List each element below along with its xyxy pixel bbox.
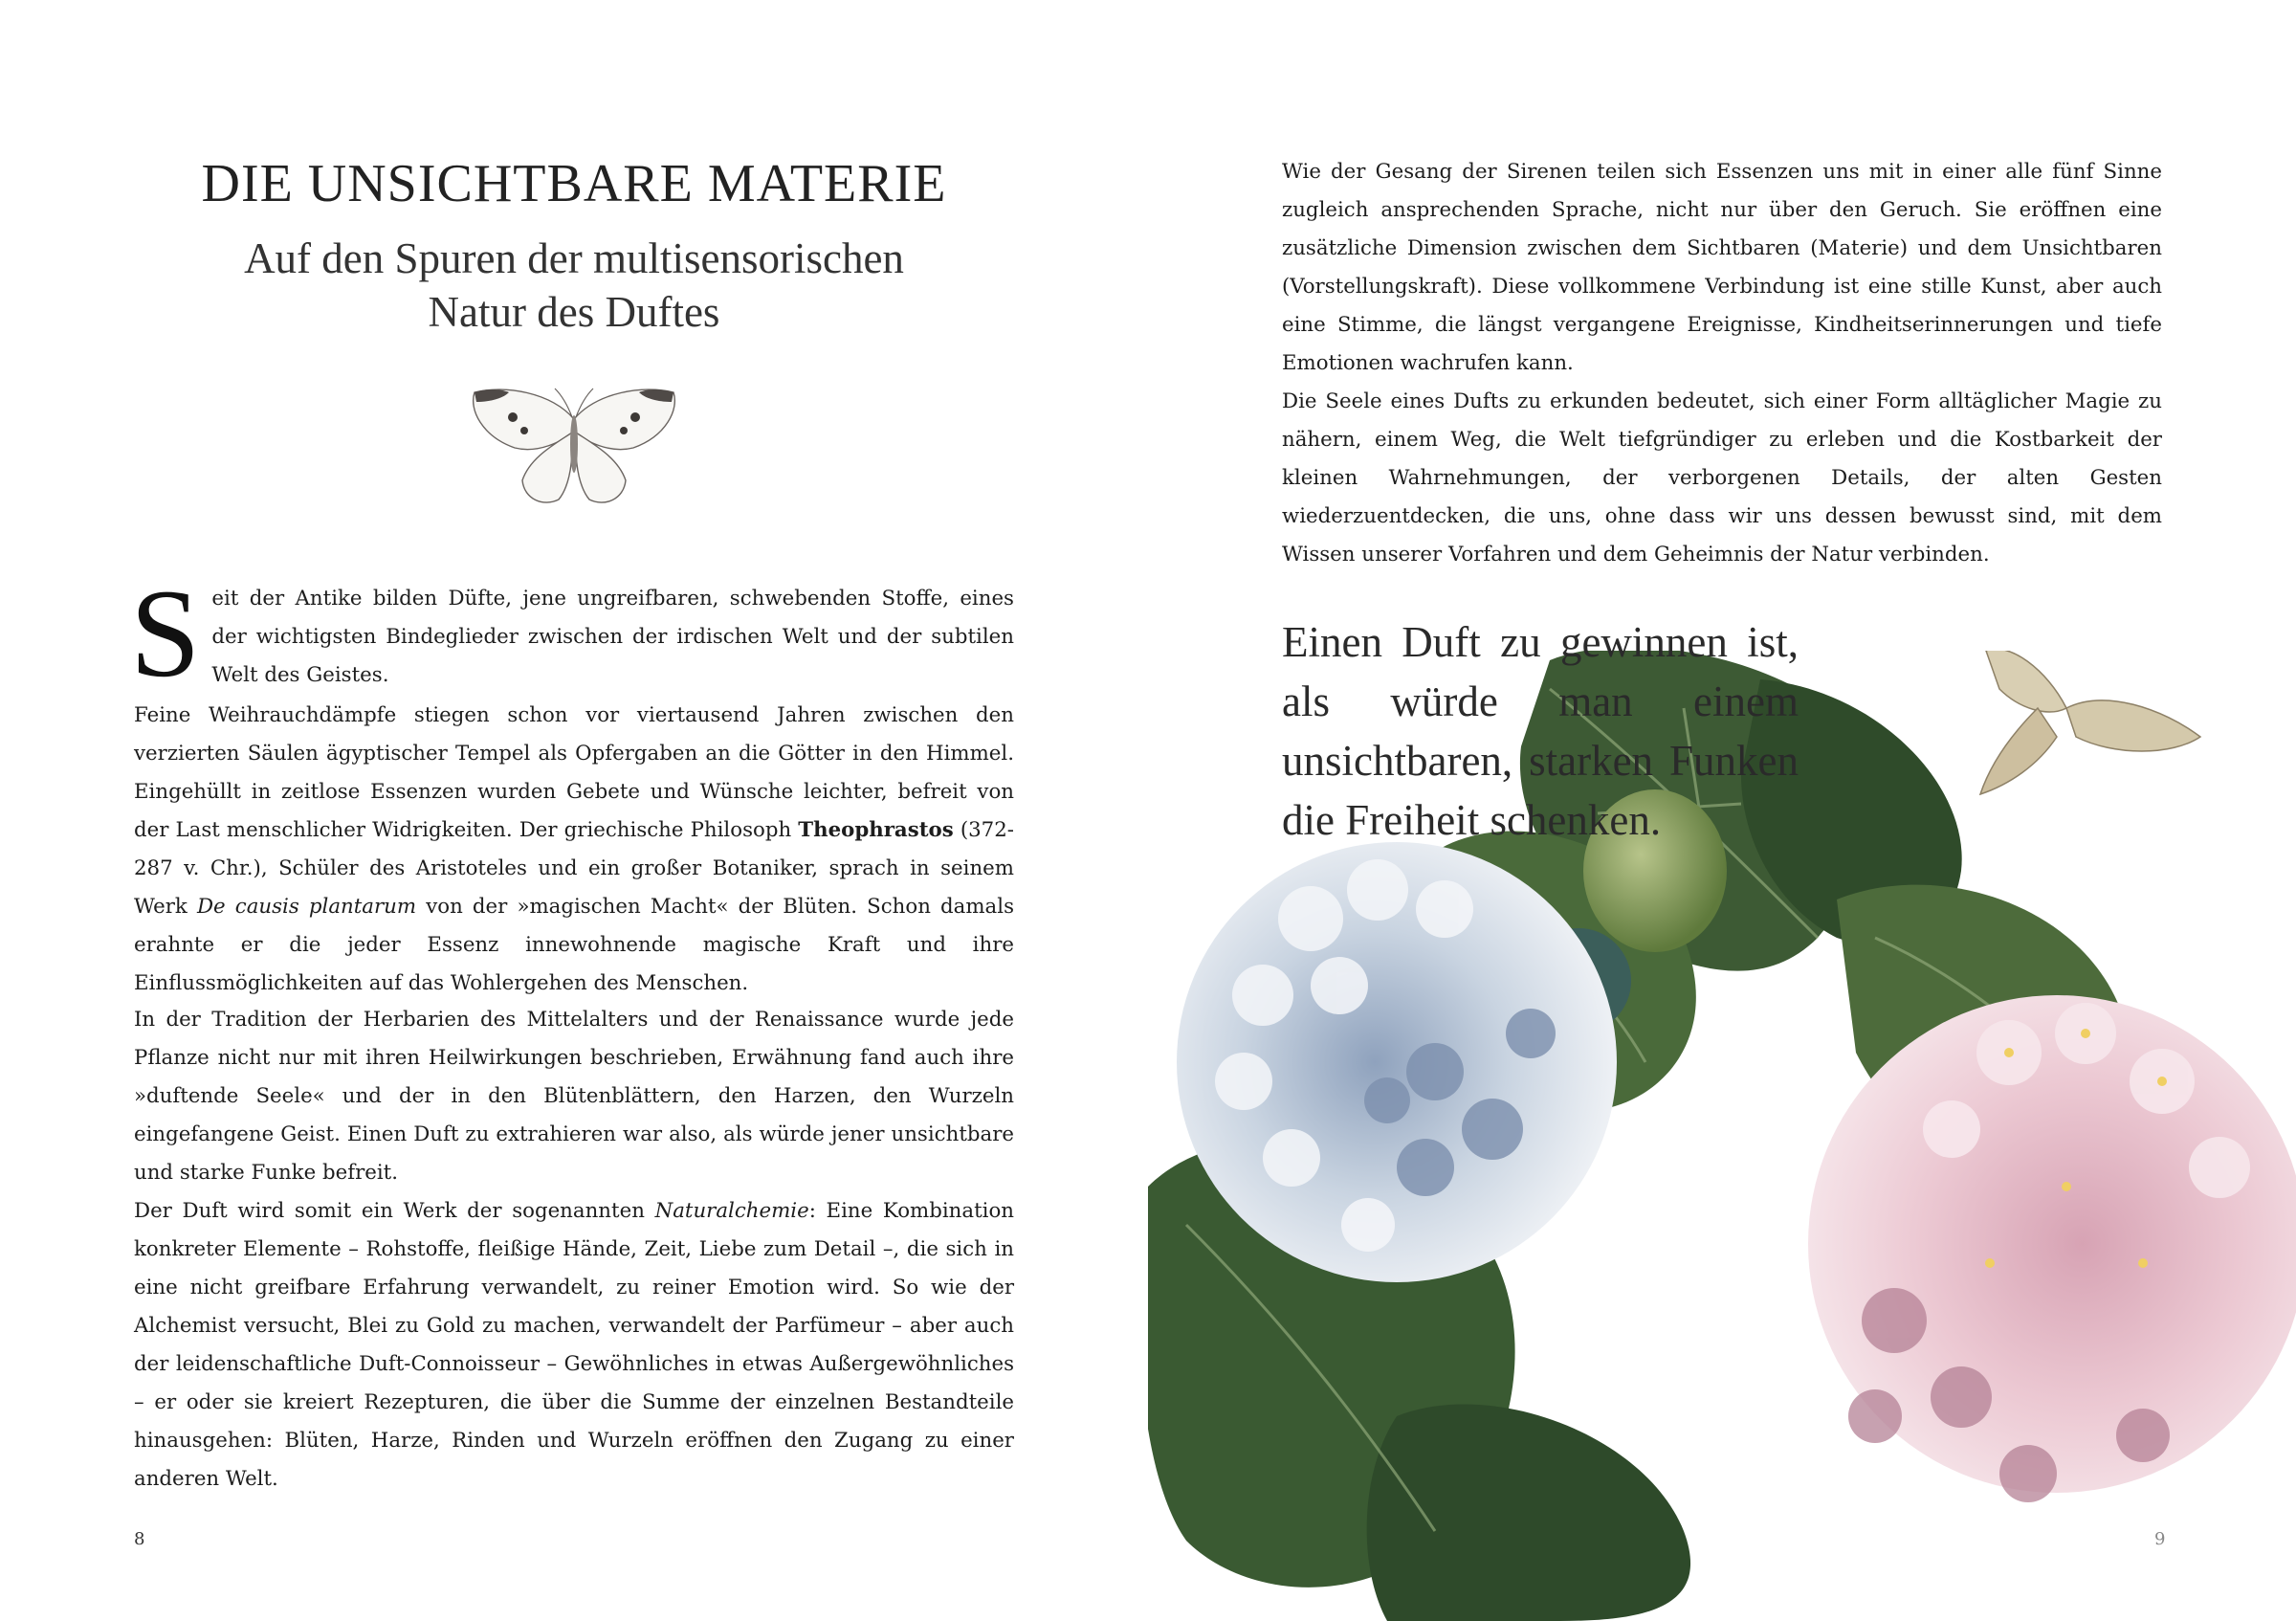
philosopher-name: Theophrastos (798, 818, 954, 842)
intro-text: eit der Antike bilden Düfte, jene ungreifbaren, schwebenden Stoffe, eines der wichtigsten Bindeglieder zwischen der irdischen Welt und der subtilen Welt des Geistes. (211, 587, 1014, 687)
paragraph-egypt-end: von der »magischen Macht« der Blüten. Schon damals erahnte er die jeder Essenz innewohnende magische Kraft und ihre Einflussmöglichkeiten auf das Wohlergehen des Menschen. (134, 895, 1014, 995)
paragraph-egypt (134, 697, 1014, 1003)
paragraph-alchemy (134, 1192, 1014, 1499)
paragraph-soul: Die Seele eines Dufts zu erkunden bedeutet, sich einer Form alltäglicher Magie zu nähern, einem Weg, die Welt tiefgründiger zu erleben und die Kostbarkeit der kleinen Wahrnehmungen, der verborgenen Details, der alten Gesten wiederzuentdecken, die uns, ohne dass wir uns dessen bewusst sind, mit dem Wissen unserer Vorfahren und dem Geheimnis der Natur verbinden. (1282, 389, 2162, 566)
paragraph-herbaria: In der Tradition der Herbarien des Mittelalters und der Renaissance wurde jede Pflanze nicht nur mit ihren Heilwirkungen beschrieben, Erwähnung fand auch ihre »duftende Seele« und der in den Blütenblättern, den Harzen, den Wurzeln eingefangene Geist. Einen Duft zu extrahieren war also, als würde jener unsichtbare und starke Funke befreit. (134, 1008, 1014, 1185)
right-page (1148, 0, 2296, 1621)
paragraph-sirens: Wie der Gesang der Sirenen teilen sich Essenzen uns mit in einer alle fünf Sinne zugleich ansprechenden Sprache, nicht nur über den Geruch. Sie eröffnen eine zusätzliche Dimension zwischen dem Sichtbaren (Materie) und dem Unsichtbaren (Vorstellungskraft). Diese vollkommene Verbindung ist eine stille Kunst, aber auch eine Stimme, die längst vergangene Ereignisse, Kindheitserinnerungen und tiefe Emotionen wachrufen kann. (1282, 160, 2162, 375)
paragraph-egypt-start: Feine Weihrauchdämpfe stiegen schon vor viertausend Jahren zwischen den verzierten Säulen ägyptischer Tempel als Opfergaben an die Götter in den Himmel. Eingehüllt in zeitlose Essenzen wurden Gebete und Wünsche leichter, befreit von der Last menschlicher Widrigkeiten. Der griechische Philosoph (134, 703, 1014, 842)
moth-illustration (1980, 651, 2200, 794)
paragraph-alchemy-start: Der Duft wird somit ein Werk der sogenannten (134, 1199, 655, 1223)
paragraph-egypt-mid: (372-287 v. Chr.), Schüler des Aristoteles und ein großer Botaniker, sprach in seinem Werk (134, 818, 1014, 919)
butterfly-illustration (467, 381, 681, 515)
subtitle-line-1: Auf den Spuren der multisensorischen (244, 234, 904, 282)
pull-quote: Einen Duft zu gewinnen ist, als würde man einem unsichtbaren, starken Funken die Freiheit schenken. (1282, 618, 1799, 844)
work-title: De causis plantarum (196, 895, 417, 919)
intro-paragraph (130, 563, 1014, 703)
chapter-title: DIE UNSICHTBARE MATERIE (201, 154, 947, 213)
drop-cap: S (130, 563, 201, 703)
alchemy-term: Naturalchemie (654, 1199, 809, 1223)
chapter-subtitle (134, 232, 1014, 339)
page-number-left: 8 (134, 1529, 145, 1549)
subtitle-line-2: Natur des Duftes (428, 288, 720, 336)
page-number-right: 9 (2154, 1529, 2166, 1549)
paragraph-alchemy-end: : Eine Kombination konkreter Elemente – Rohstoffe, fleißige Hände, Zeit, Liebe zum Detail –, die sich in eine nicht greifbare Erfahrung verwandelt, zu reiner Emotion wird. So wie der Alchemist versucht, Blei zu Gold zu machen, verwandelt der Parfümeur – aber auch der leidenschaftliche Duft-Connoisseur – Gewöhnliches in etwas Außergewöhnliches – er oder sie kreiert Rezepturen, die über die Summe der einzelnen Bestandteile hinausgehen: Blüten, Harze, Rinden und Wurzeln eröffnen den Zugang zu einer anderen Welt. (134, 1199, 1014, 1491)
